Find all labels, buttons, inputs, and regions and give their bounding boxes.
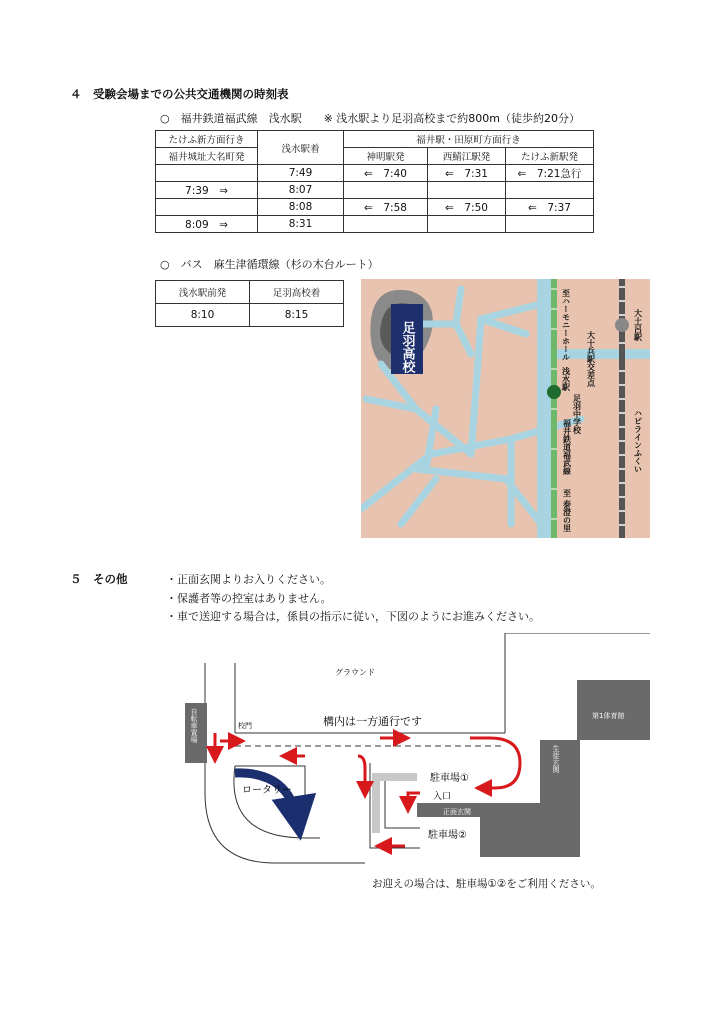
diagram-parking1: 駐車場① xyxy=(430,773,469,784)
cell-bus-arrival: 8:15 xyxy=(250,304,344,327)
bus-timetable xyxy=(155,280,344,327)
train-heading: ○ 福井鉄道福武線 浅水駅 ※ 浅水駅より足羽高校まで約800m（徒歩約20分） xyxy=(160,112,581,125)
cell-nishisabae xyxy=(428,216,506,233)
diagram-one-way: 構内は一方通行です xyxy=(323,715,422,728)
map-ashiwa-jhs: 足羽中学校 xyxy=(572,394,582,434)
map-school-label: 足羽高校 xyxy=(399,321,415,373)
cell-fukui: 8:09 ⇒ xyxy=(156,216,258,233)
cell-shinmei xyxy=(344,216,428,233)
section4-title: ４ 受験会場までの公共交通機関の時刻表 xyxy=(70,87,289,101)
col-shinmei: 神明駅発 xyxy=(344,148,428,165)
cell-arrival: 8:08 xyxy=(258,199,344,216)
note-car-instructions: ・車で送迎する場合は，係員の指示に従い，下図のようにお進みください。 xyxy=(166,610,540,623)
cell-nishisabae xyxy=(428,182,506,199)
map-omodaka-intersection: 大十兵駅交差点 xyxy=(586,331,596,387)
cell-nishisabae: ⇐ 7:31 xyxy=(428,165,506,182)
map-hapiline: ハピラインふくい xyxy=(633,409,643,473)
table-row xyxy=(156,182,594,199)
col-fukui-group: 福井駅・田原町方面行き xyxy=(344,131,594,148)
cell-arrival: 7:49 xyxy=(258,165,344,182)
map-asozu-station: 浅水駅 xyxy=(561,367,571,391)
col-asozu-arrival: 浅水駅着 xyxy=(258,131,344,165)
bus-heading: ○ バス 麻生津循環線（杉の木台ルート） xyxy=(160,258,379,271)
cell-takefushin: ⇐ 7:37 xyxy=(506,199,594,216)
map-to-sumire: 至 泰澄の里 xyxy=(562,489,572,532)
diagram-entrance: 入口 xyxy=(433,792,452,802)
cell-bus-departure: 8:10 xyxy=(156,304,250,327)
diagram-student-entrance: 生徒玄関 xyxy=(552,745,560,773)
cell-takefushin xyxy=(506,182,594,199)
cell-fukui xyxy=(156,165,258,182)
cell-shinmei xyxy=(344,182,428,199)
diagram-rotary: ロータリー xyxy=(242,785,292,796)
col-bus-departure: 浅水駅前発 xyxy=(156,281,250,304)
col-fukui-departure: 福井城址大名町発 xyxy=(156,148,258,165)
cell-fukui: 7:39 ⇒ xyxy=(156,182,258,199)
access-map xyxy=(361,279,650,538)
cell-takefushin xyxy=(506,216,594,233)
note-waiting-room: ・保護者等の控室はありません。 xyxy=(166,592,332,605)
cell-arrival: 8:31 xyxy=(258,216,344,233)
cell-fukui xyxy=(156,199,258,216)
diagram-footer: お迎えの場合は、駐車場①②をご利用ください。 xyxy=(372,878,601,890)
diagram-gate: 校門 xyxy=(238,722,252,730)
map-to-harmony-hall: 至ハーモニーホール xyxy=(561,289,571,361)
diagram-ground: グラウンド xyxy=(335,668,375,677)
diagram-bicycle-parking: 自転車置場 xyxy=(190,708,198,743)
table-row xyxy=(156,304,344,327)
diagram-main-entrance: 正面玄関 xyxy=(443,808,471,816)
col-bus-arrival: 足羽高校着 xyxy=(250,281,344,304)
diagram-parking2: 駐車場② xyxy=(428,830,467,841)
cell-shinmei: ⇐ 7:40 xyxy=(344,165,428,182)
map-fukubu-line: 福井鉄道福武線 xyxy=(562,419,572,475)
train-timetable xyxy=(155,130,594,233)
col-nishisabae: 西鯖江駅発 xyxy=(428,148,506,165)
table-row xyxy=(156,165,594,182)
col-takefu-direction: たけふ新方面行き xyxy=(156,131,258,148)
map-omodaka-station: 大土呂駅 xyxy=(633,309,643,341)
cell-takefushin: ⇐ 7:21急行 xyxy=(506,165,594,182)
note-entrance: ・正面玄関よりお入りください。 xyxy=(166,573,331,586)
cell-arrival: 8:07 xyxy=(258,182,344,199)
cell-shinmei: ⇐ 7:58 xyxy=(344,199,428,216)
cell-nishisabae: ⇐ 7:50 xyxy=(428,199,506,216)
asozu-station-marker xyxy=(547,385,561,399)
campus-diagram xyxy=(180,633,650,868)
table-row xyxy=(156,216,594,233)
section5-title: ５ その他 xyxy=(70,572,128,586)
col-takefushin: たけふ新駅発 xyxy=(506,148,594,165)
table-row xyxy=(156,199,594,216)
diagram-gym: 第1体育館 xyxy=(592,712,625,720)
